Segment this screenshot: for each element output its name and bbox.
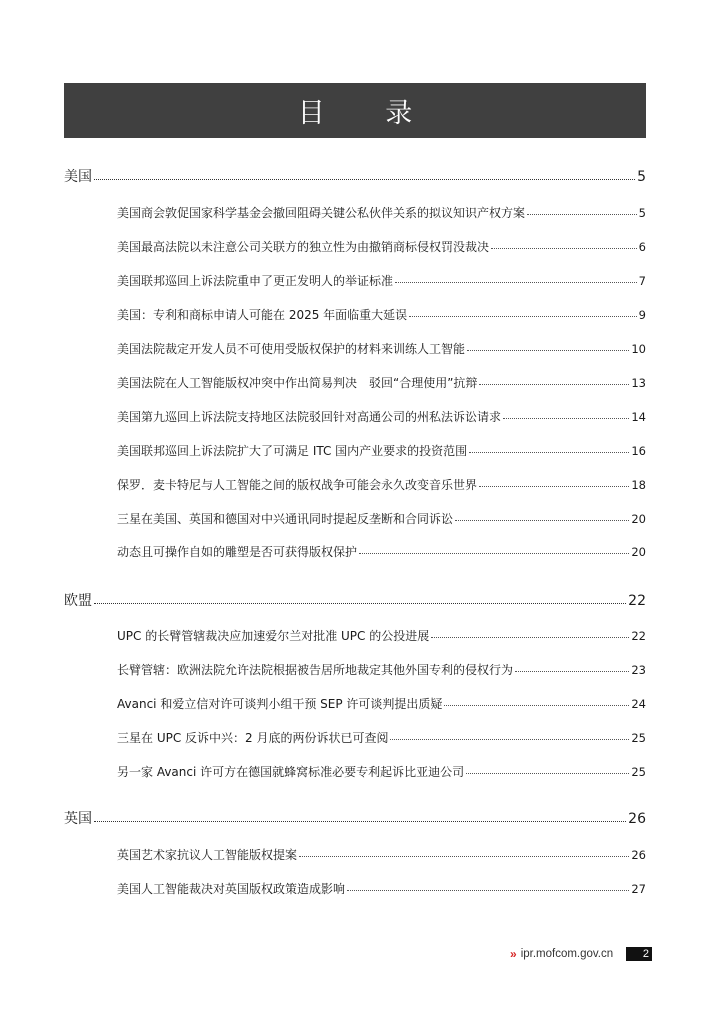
toc-entry[interactable] — [117, 340, 646, 357]
entry-page: 22 — [631, 629, 646, 643]
dot-leader — [479, 486, 629, 487]
toc-title-bar — [64, 83, 646, 138]
entry-label: 长臂管辖：欧洲法院允许法院根据被告居所地裁定其他外国专利的侵权行为 — [117, 663, 514, 677]
dot-leader — [94, 821, 626, 822]
entry-label: 美国联邦巡回上诉法院扩大了可满足 ITC 国内产业要求的投资范围 — [117, 444, 468, 458]
toc-entry[interactable] — [117, 272, 646, 289]
footer-url-link[interactable]: ipr.mofcom.gov.cn — [520, 948, 614, 960]
dot-leader — [469, 452, 629, 453]
entry-label: 另一家 Avanci 许可方在德国就蜂窝标准必要专利起诉比亚迪公司 — [117, 765, 465, 779]
entry-label: 美国第九巡回上诉法院支持地区法院驳回针对高通公司的州私法诉讼请求 — [117, 410, 502, 424]
dot-leader — [444, 705, 629, 706]
dot-leader — [479, 384, 629, 385]
entry-page: 24 — [631, 697, 646, 711]
entry-page: 16 — [631, 444, 646, 458]
toc-entry[interactable] — [117, 627, 646, 644]
section-page: 5 — [637, 169, 646, 185]
entry-page: 23 — [631, 663, 646, 677]
toc-title: 目 录 — [297, 98, 439, 129]
toc-entry[interactable] — [117, 204, 646, 221]
entry-label: Avanci 和爱立信对许可谈判小组干预 SEP 许可谈判提出质疑 — [117, 697, 443, 711]
dot-leader — [431, 637, 629, 638]
entry-page: 5 — [638, 206, 646, 220]
toc-entry[interactable] — [117, 543, 646, 560]
entry-label: 保罗．麦卡特尼与人工智能之间的版权战争可能会永久改变音乐世界 — [117, 478, 478, 492]
section-label: 欧盟 — [64, 593, 92, 609]
toc-entry[interactable] — [117, 661, 646, 678]
entry-label: 美国人工智能裁决对英国版权政策造成影响 — [117, 882, 346, 896]
dot-leader — [395, 282, 637, 283]
entry-label: 美国最高法院以未注意公司关联方的独立性为由撤销商标侵权罚没裁决 — [117, 240, 490, 254]
entry-page: 25 — [631, 731, 646, 745]
toc-section-uk[interactable] — [64, 808, 646, 828]
dot-leader — [94, 179, 635, 180]
section-label: 美国 — [64, 169, 92, 185]
entry-label: 美国联邦巡回上诉法院重申了更正发明人的举证标准 — [117, 274, 394, 288]
toc-section-usa[interactable] — [64, 166, 646, 186]
section-label: 英国 — [64, 811, 92, 827]
dot-leader — [390, 739, 629, 740]
toc-entry[interactable] — [117, 408, 646, 425]
dot-leader — [299, 856, 629, 857]
entry-page: 10 — [631, 342, 646, 356]
entry-label: 英国艺术家抗议人工智能版权提案 — [117, 848, 298, 862]
page-footer — [510, 944, 652, 964]
toc-entry[interactable] — [117, 695, 646, 712]
dot-leader — [503, 418, 629, 419]
section-page: 26 — [628, 811, 646, 827]
toc-section-eu[interactable] — [64, 590, 646, 610]
toc-entry[interactable] — [117, 476, 646, 493]
section-page: 22 — [628, 593, 646, 609]
entry-page: 25 — [631, 765, 646, 779]
dot-leader — [527, 214, 637, 215]
entry-page: 9 — [638, 308, 646, 322]
dot-leader — [347, 890, 629, 891]
toc-entry[interactable] — [117, 880, 646, 897]
entry-page: 27 — [631, 882, 646, 896]
toc-entry[interactable] — [117, 238, 646, 255]
toc-entry[interactable] — [117, 729, 646, 746]
entry-page: 18 — [631, 478, 646, 492]
entry-page: 6 — [638, 240, 646, 254]
toc-entry[interactable] — [117, 510, 646, 527]
page-number: 2 — [626, 947, 652, 961]
toc-entry[interactable] — [117, 763, 646, 780]
dot-leader — [515, 671, 629, 672]
dot-leader — [491, 248, 637, 249]
dot-leader — [467, 350, 629, 351]
entry-page: 20 — [631, 545, 646, 559]
entry-page: 26 — [631, 848, 646, 862]
dot-leader — [466, 773, 629, 774]
entry-page: 7 — [638, 274, 646, 288]
entry-label: UPC 的长臂管辖裁决应加速爱尔兰对批准 UPC 的公投进展 — [117, 629, 430, 643]
entry-label: 美国：专利和商标申请人可能在 2025 年面临重大延误 — [117, 308, 408, 322]
dot-leader — [409, 316, 637, 317]
entry-label: 三星在 UPC 反诉中兴：2 月底的两份诉状已可查阅 — [117, 731, 389, 745]
entry-page: 13 — [631, 376, 646, 390]
entry-page: 20 — [631, 512, 646, 526]
entry-label: 动态且可操作自如的雕塑是否可获得版权保护 — [117, 545, 358, 559]
toc-entry[interactable] — [117, 846, 646, 863]
double-chevron-right-icon: » — [510, 947, 517, 961]
entry-page: 14 — [631, 410, 646, 424]
dot-leader — [359, 553, 629, 554]
toc-entry[interactable] — [117, 374, 646, 391]
toc-entry[interactable] — [117, 306, 646, 323]
entry-label: 三星在美国、英国和德国对中兴通讯同时提起反垄断和合同诉讼 — [117, 512, 454, 526]
entry-label: 美国法院裁定开发人员不可使用受版权保护的材料来训练人工智能 — [117, 342, 466, 356]
dot-leader — [455, 520, 629, 521]
entry-label: 美国商会敦促国家科学基金会撤回阻碍关键公私伙伴关系的拟议知识产权方案 — [117, 206, 526, 220]
dot-leader — [94, 603, 626, 604]
entry-label: 美国法院在人工智能版权冲突中作出简易判决 驳回“合理使用”抗辩 — [117, 376, 478, 390]
toc-entry[interactable] — [117, 442, 646, 459]
